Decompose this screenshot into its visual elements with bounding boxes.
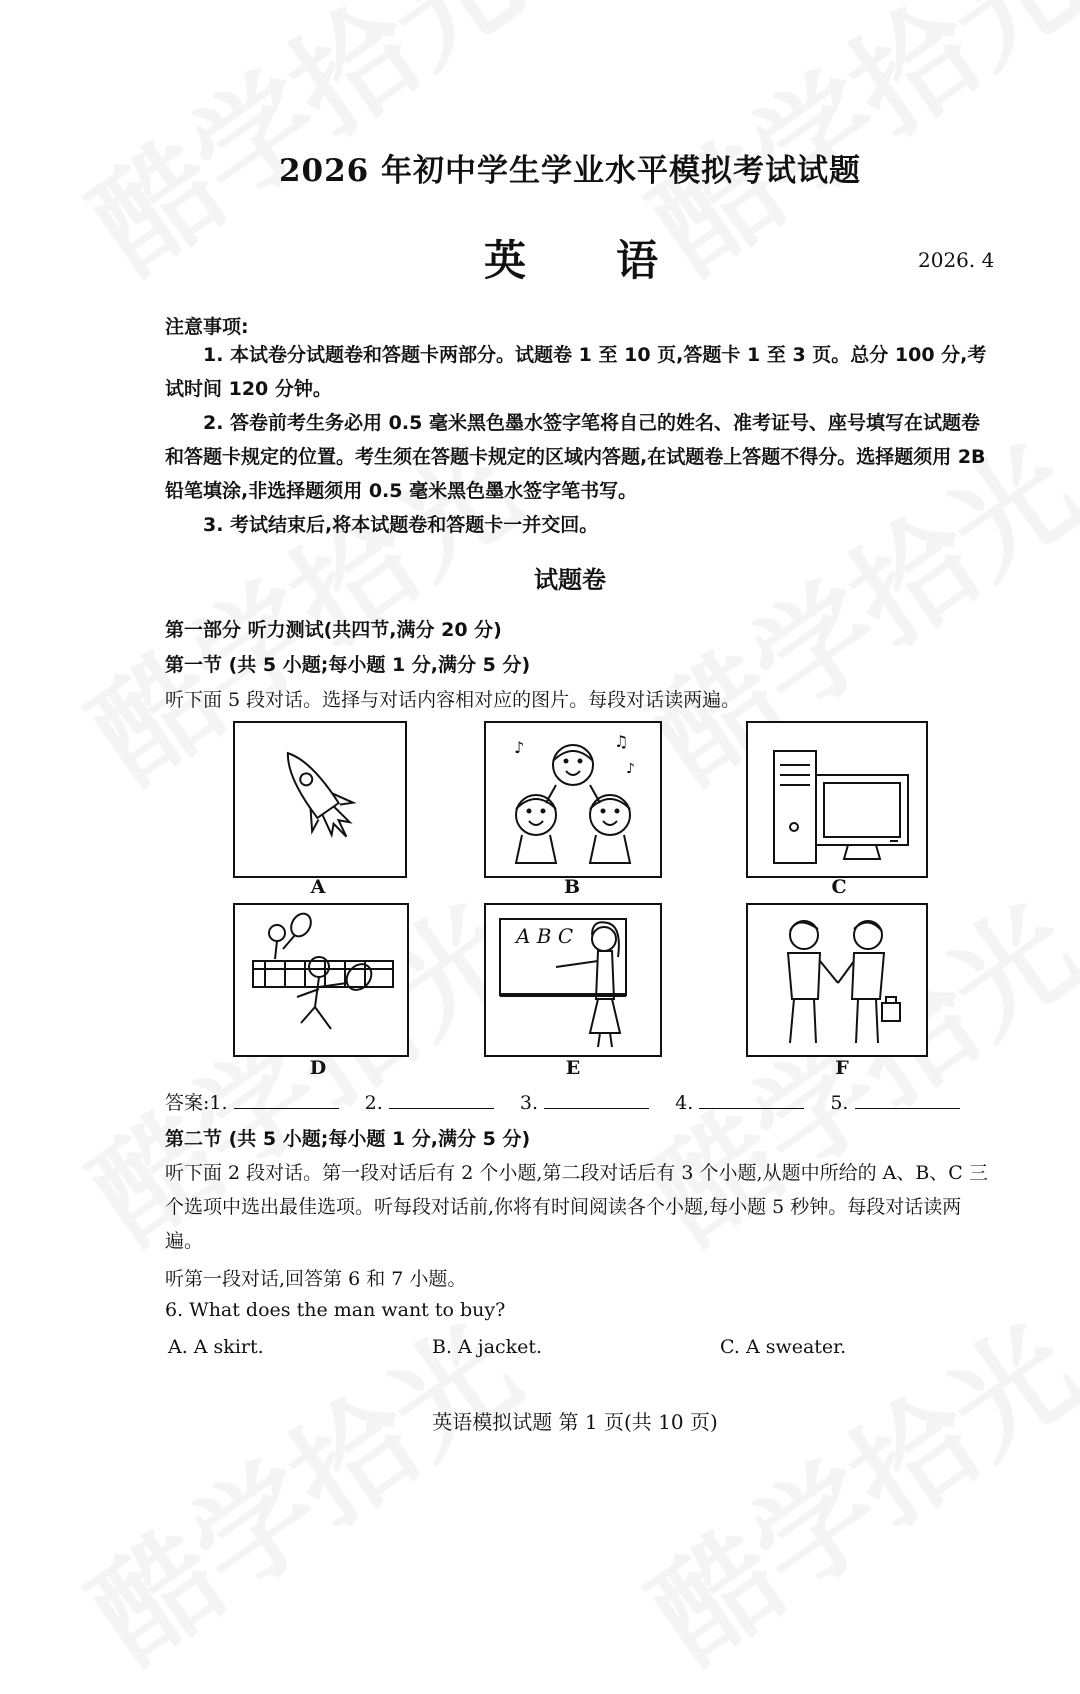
- handshake-icon: [748, 905, 926, 1055]
- blackboard-text: A B C: [516, 924, 574, 948]
- subject-title: 英语: [484, 236, 749, 285]
- picture-label: B: [563, 876, 581, 898]
- svg-text:♪: ♪: [626, 761, 635, 777]
- picture-label: E: [565, 1057, 581, 1079]
- picture-f: [746, 903, 928, 1057]
- picture-label: F: [835, 1057, 849, 1079]
- answer-number: 3.: [519, 1092, 539, 1114]
- note-item: 2. 答卷前考生务必用 0.5 毫米黑色墨水签字笔将自己的姓名、准考证号、座号填写在试题卷和答题卡规定的位置。考生须在答题卡规定的区域内答题,在试题卷上答题不得分。选择题须用 2B 铅笔填涂,非选择题须用 0.5 毫米黑色墨水签字笔书写。: [165, 412, 986, 502]
- answer-blank-5[interactable]: [855, 1090, 960, 1109]
- exam-title: 2026 年初中学生学业水平模拟考试试题: [278, 153, 862, 189]
- answer-number: 4.: [675, 1092, 694, 1114]
- answer-prefix: 答案:: [165, 1092, 210, 1114]
- note-item: 1. 本试卷分试题卷和答题卡两部分。试题卷 1 至 10 页,答题卡 1 至 3 页。总分 100 分,考试时间 120 分钟。: [165, 344, 987, 400]
- sec2-instruction: 听下面 2 段对话。第一段对话后有 2 个小题,第二段对话后有 3 个小题,从题中所给的 A、B、C 三个选项中选出最佳选项。听每段对话前,你将有时间阅读各个小题,每小题 5 秒钟。每段对话读两遍。: [165, 1162, 988, 1252]
- q6-option-a[interactable]: A. A skirt.: [168, 1336, 264, 1358]
- picture-label: C: [831, 876, 847, 898]
- answer-blank-2[interactable]: [389, 1090, 494, 1109]
- picture-c: [746, 721, 928, 878]
- watermark: [614, 1278, 1080, 1694]
- picture-label: A: [310, 876, 326, 898]
- answer-blank-3[interactable]: [544, 1090, 649, 1109]
- answer-number: 2.: [364, 1092, 383, 1114]
- answer-number: 1.: [209, 1092, 228, 1114]
- picture-a: [233, 721, 407, 878]
- answer-blank-4[interactable]: [699, 1090, 804, 1109]
- sec2-title: 第二节 (共 5 小题;每小题 1 分,满分 5 分): [165, 1128, 531, 1150]
- picture-d: [233, 903, 409, 1057]
- sec2-subinstruction: 听第一段对话,回答第 6 和 7 小题。: [165, 1268, 467, 1290]
- notes-heading: 注意事项:: [165, 316, 249, 338]
- note-item: 3. 考试结束后,将本试题卷和答题卡一并交回。: [203, 514, 599, 536]
- answer-blank-1[interactable]: [234, 1090, 339, 1109]
- tennis-icon: [235, 905, 407, 1055]
- answer-row: [165, 1088, 980, 1115]
- part1-title: 第一部分 听力测试(共四节,满分 20 分): [165, 619, 502, 641]
- singing-children-icon: [486, 723, 660, 876]
- svg-text:♪: ♪: [514, 738, 525, 757]
- teacher-blackboard-icon: [486, 905, 660, 1055]
- sec1-title: 第一节 (共 5 小题;每小题 1 分,满分 5 分): [165, 654, 531, 676]
- sec1-instruction: 听下面 5 段对话。选择与对话内容相对应的图片。每段对话读两遍。: [165, 689, 741, 711]
- picture-label: D: [309, 1057, 327, 1079]
- exam-date: 2026. 4: [918, 248, 995, 272]
- rocket-icon: [235, 723, 405, 876]
- q6-option-b[interactable]: B. A jacket.: [432, 1336, 543, 1358]
- computer-icon: [748, 723, 926, 876]
- answer-number: 5.: [830, 1092, 849, 1114]
- q6-option-c[interactable]: C. A sweater.: [720, 1336, 847, 1358]
- section-title: 试题卷: [534, 566, 606, 594]
- svg-text:♫: ♫: [614, 732, 629, 751]
- picture-b: [484, 721, 662, 878]
- page-footer: 英语模拟试题 第 1 页(共 10 页): [432, 1410, 718, 1434]
- question-6: 6. What does the man want to buy?: [165, 1299, 506, 1321]
- picture-e: [484, 903, 662, 1057]
